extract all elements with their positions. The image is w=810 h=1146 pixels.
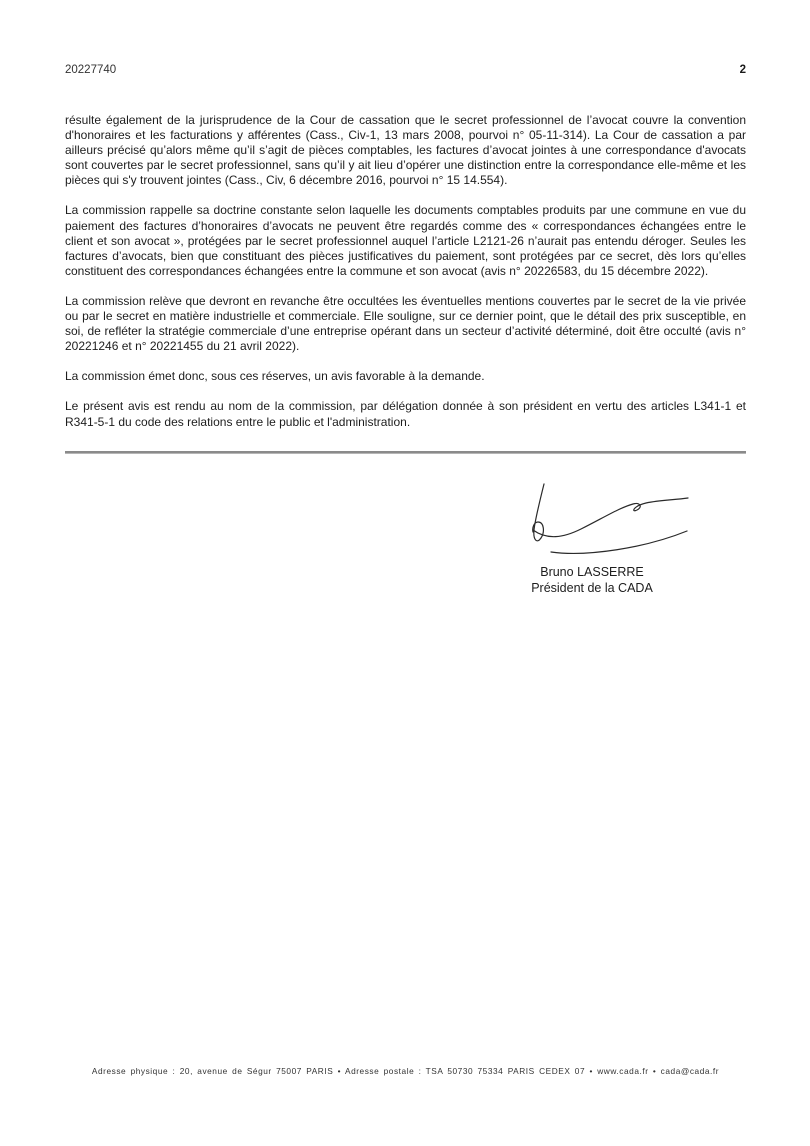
page-footer [65,1066,746,1076]
signatory-title: Président de la CADA [531,580,653,595]
paragraph-avis-favorable: La commission émet donc, sous ces réserves, un avis favorable à la demande. [65,369,485,384]
separator-rule [65,451,746,454]
document-body [65,113,746,430]
page-header [65,64,746,76]
signatory-name: Bruno LASSERRE [540,564,644,579]
page-number: 2 [739,64,746,76]
page-content [65,64,746,596]
paragraph-doctrine-constante: La commission rappelle sa doctrine constante selon laquelle les documents comptables produits par une commune en vue du paiement des factures d’honoraires d’avocats ne peuvent être regardés comme des « correspondances échangées entre le client et son avocat », protégées par le secret professionnel auquel l’article L2121-26 n’aurait pas entendu déroger. Seules les factures d’avocats, bien que constituant des pièces justificatives du paiement, sont protégées par ce secret, dès lors qu’elles constituent des correspondances échangées entre la commune et son avocat (avis n° 20226583, du 15 décembre 2022). [65,203,746,278]
signature-block [442,478,742,596]
paragraph-mentions-occultees: La commission relève que devront en revanche être occultées les éventuelles mentions couvertes par le secret de la vie privée ou par le secret en matière industrielle et commerciale. Elle souligne, sur ce dernier point, que le détail des prix susceptible, en soi, de refléter la stratégie commerciale d’une entreprise opérant dans un secteur d’activité déterminé, doit être occulté (avis n° 20221246 et n° 20221455 du 21 avril 2022). [65,293,746,354]
handwritten-signature-image [487,478,697,558]
footer-address-line: Adresse physique : 20, avenue de Ségur 75007 PARIS • Adresse postale : TSA 50730 75334 PARIS CEDEX 07 • www.cada.fr • cada@cada.fr [91,1066,720,1076]
document-reference: 20227740 [65,64,117,76]
paragraph-jurisprudence-cassation: résulte également de la jurisprudence de la Cour de cassation que le secret professionnel de l’avocat couvre la convention d'honoraires et les facturations y afférentes (Cass., Civ-1, 13 mars 2008, pourvoi n° 05-11-314). La Cour de cassation a par ailleurs précisé qu’alors même qu’il s’agit de pièces comptables, les factures d’avocat jointes à une correspondance d'avocats sont couvertes par le secret professionnel, sans qu’il y ait lieu d’opérer une distinction entre la correspondance elle-même et les pièces qui s'y trouvent jointes (Cass., Civ, 6 décembre 2016, pourvoi n° 15 14.554). [65,113,746,188]
paragraph-delegation: Le présent avis est rendu au nom de la commission, par délégation donnée à son président en vertu des articles L341-1 et R341-5-1 du code des relations entre le public et l'administration. [65,399,746,429]
